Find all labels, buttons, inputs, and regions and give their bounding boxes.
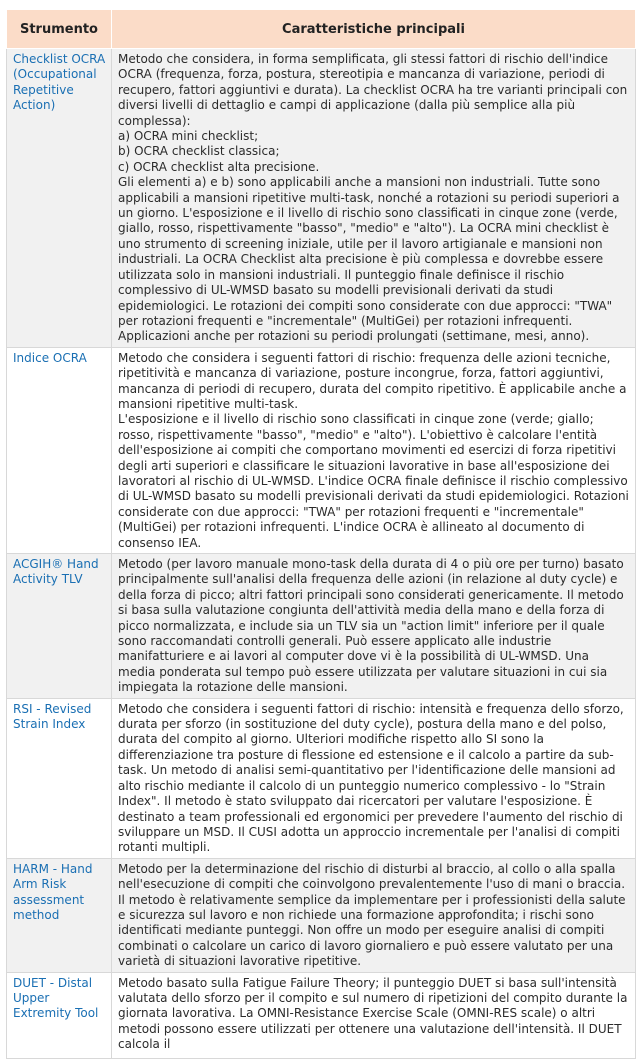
tools-table [6, 9, 636, 1059]
header-features: Caratteristiche principali [112, 10, 636, 49]
table-row [7, 554, 636, 699]
tool-description: Metodo che considera, in forma semplificata, gli stessi fattori di rischio dell'indice OCRA (frequenza, forza, postura, stereotipia e mancanza di variazione, periodi di recupero, fattori aggiuntivi e durata). La checklist OCRA ha tre varianti principali con diversi livelli di dettaglio e campi di applicazione (dalla più semplice alla più complessa): a) OCRA mini checklist; b) OCRA checklist classica; c) OCRA checklist alta precisione. Gli elementi a) e b) sono applicabili anche a mansioni non industriali. Tutte sono applicabili a mansioni ripetitive multi-task, nonché a rotazioni su periodi superiori a un giorno. L'esposizione e il livello di rischio sono classificati in cinque zone (verde, giallo, rosso, rispettivamente "basso", "medio" e "alto"). La OCRA mini checklist è uno strumento di screening iniziale, utile per il lavoro artigianale e mansioni non industriali. La OCRA Checklist alta precisione è più complessa e dovrebbe essere utilizzata solo in mansioni industriali. Il punteggio finale definisce il rischio complessivo di UL-WMSD basato su modelli previsionali derivati da studi epidemiologici. Le rotazioni dei compiti sono considerate con due approcci: "TWA" per rotazioni frequenti e "incrementale" (MultiGei) per rotazioni infrequenti. Applicazioni anche per rotazioni su periodi prolungati (settimane, mesi, anno). [112, 49, 636, 348]
table-row [7, 858, 636, 972]
tool-description: Metodo per la determinazione del rischio di disturbi al braccio, al collo o alla spalla nell'esecuzione di compiti che coinvolgono prevalentemente l'uso di mani o braccia. Il metodo è relativamente semplice da implementare per i professionisti della salute e sicurezza sul lavoro e non richiede una formazione approfondita; i rischi sono identificati mediante punteggi. Non offre un modo per eseguire analisi di compiti combinati o calcolare un carico di lavoro giornaliero e può essere valutato per una varietà di situazioni lavorative ripetitive. [112, 858, 636, 972]
tool-name: DUET - Distal Upper Extremity Tool [7, 972, 112, 1058]
tool-name: HARM - Hand Arm Risk assessment method [7, 858, 112, 972]
table-header [7, 10, 636, 49]
table-body [7, 49, 636, 1059]
table-row [7, 49, 636, 348]
tool-description: Metodo basato sulla Fatigue Failure Theory; il punteggio DUET si basa sull'intensità valutata dello sforzo per il compito e sul numero di ripetizioni del compito durante la giornata lavorativa. La OMNI-Resistance Exercise Scale (OMNI-RES scale) o altri metodi possono essere utilizzati per ottenere una valutazione dell'intensità. Il DUET calcola il [112, 972, 636, 1058]
table-row [7, 698, 636, 858]
tool-description: Metodo (per lavoro manuale mono-task della durata di 4 o più ore per turno) basato principalmente sull'analisi della frequenza delle azioni (in relazione al duty cycle) e della forza di picco; altri fattori principali sono considerati genericamente. Il metodo si basa sulla valutazione congiunta dell'attività media della mano e della forza di picco normalizzata, e include sia un TLV sia un "action limit" inferiore per il quale sono raccomandati controlli generali. Può essere applicato alle industrie manifatturiere e ai lavori al computer dove vi è la possibilità di UL-WMSD. Una media ponderata sul tempo può essere utilizzata per valutare situazioni in cui sia impiegata la rotazione delle mansioni. [112, 554, 636, 699]
header-tool: Strumento [7, 10, 112, 49]
tool-name: RSI - Revised Strain Index [7, 698, 112, 858]
tool-name: ACGIH® Hand Activity TLV [7, 554, 112, 699]
tool-name: Indice OCRA [7, 347, 112, 553]
tool-name: Checklist OCRA (Occupational Repetitive Action) [7, 49, 112, 348]
tool-description: Metodo che considera i seguenti fattori di rischio: intensità e frequenza dello sforzo, durata per sforzo (in sostituzione del duty cycle), postura della mano e del polso, durata del compito al giorno. Ulteriori modifiche rispetto allo SI sono la differenziazione tra posture di flessione ed estensione e il calcolo a partire da sub-task. Un metodo di analisi semi-quantitativo per l'identificazione delle mansioni ad alto rischio mediante il calcolo di un punteggio numerico complessivo - lo "Strain Index". Il metodo è stato sviluppato dai ricercatori per valutare l'esposizione. È destinato a team professionali ed ergonomici per prevedere l'aumento del rischio di sviluppare un MSD. Il CUSI adotta un approccio incrementale per l'analisi di compiti rotanti multipli. [112, 698, 636, 858]
header-row [7, 10, 636, 49]
table-row [7, 972, 636, 1058]
tool-description: Metodo che considera i seguenti fattori di rischio: frequenza delle azioni tecniche, ripetitività e mancanza di variazione, posture incongrue, forza, fattori aggiuntivi, mancanza di periodi di recupero, durata del compito ripetitivo. È applicabile anche a mansioni ripetitive multi-task. L'esposizione e il livello di rischio sono classificati in cinque zone (verde; giallo; rosso, rispettivamente "basso", "medio" e "alto"). L'obiettivo è calcolare l'entità dell'esposizione ai compiti che comportano movimenti ed esercizi di forza ripetitivi degli arti superiori e classificare le situazioni lavorative in base all'esposizione dei lavoratori al rischio di UL-WMSD. L'indice OCRA finale definisce il rischio complessivo di UL-WMSD basato su modelli previsionali derivati da studi epidemiologici. Rotazioni considerate con due approcci: "TWA" per rotazioni frequenti e "incrementale" (MultiGei) per rotazioni infrequenti. L'indice OCRA è allineato al documento di consenso IEA. [112, 347, 636, 553]
table-row [7, 347, 636, 553]
